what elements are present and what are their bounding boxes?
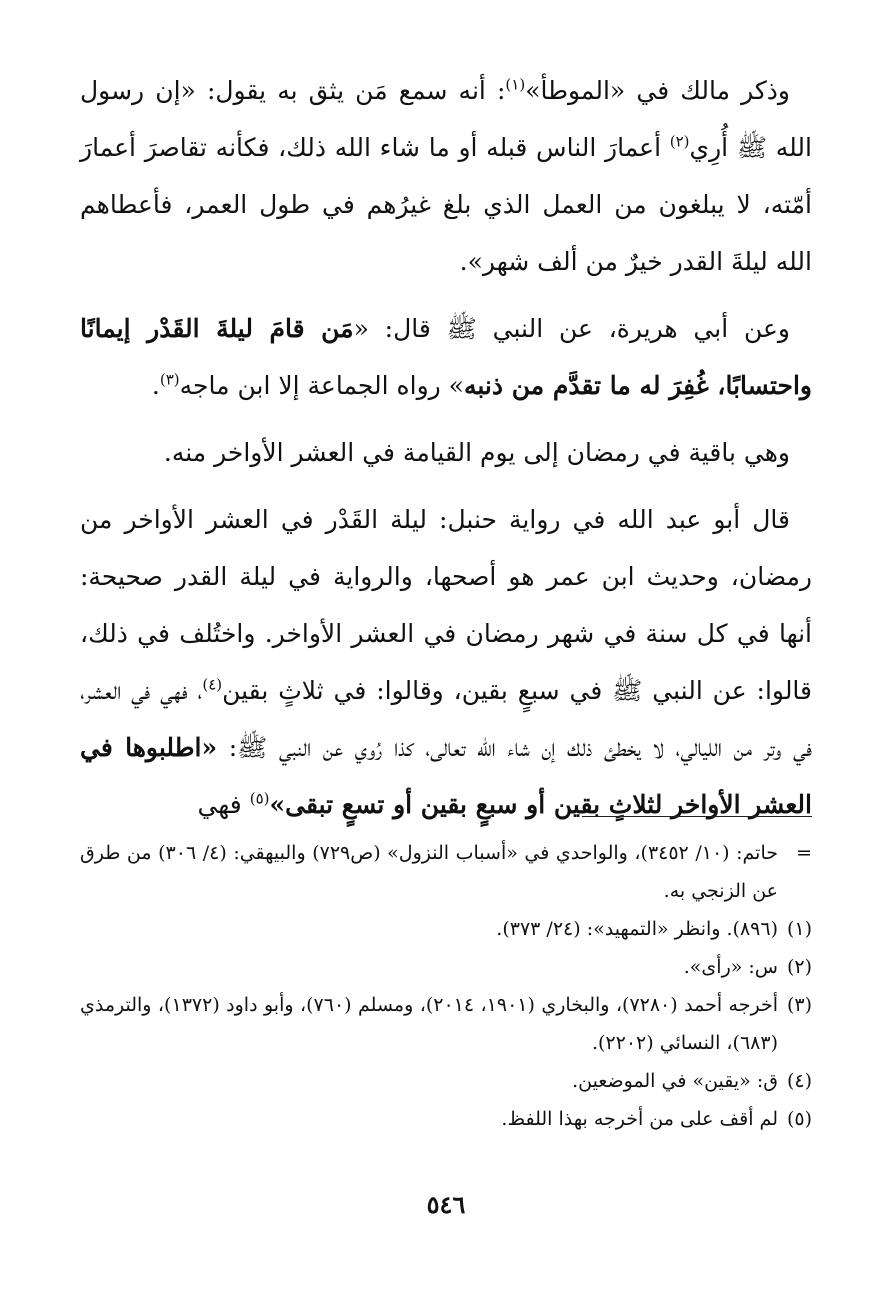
hadith-text: «اطلبوها في العشر الأواخر لثلاثٍ بقين أو سبعٍ بقين أو تسعٍ تبقى» [80, 733, 812, 819]
text-span: أعمارَ الناس قبله أو ما شاء الله ذلك، فكأنه تقاصرَ أعمارَ أمّته، لا يبلغون من العمل الذي بلغ غيرُهم في طول العمر، فأعطاهم الله ليلةَ القدر خيرٌ من ألف شهر». [80, 133, 812, 276]
footnote-number: (٣) [786, 994, 812, 1016]
paragraph-malik [80, 62, 812, 290]
text-span: وذكر مالك في «الموطأ» [525, 76, 790, 105]
paragraph-abu-hurayra [80, 300, 812, 414]
footnote-number: (٤) [786, 1070, 812, 1092]
paragraph-abu-abdullah [80, 491, 812, 833]
footnotes [80, 834, 812, 1138]
text-span: » رواه الجماعة إلا ابن ماجه [179, 371, 464, 400]
footnote-3 [80, 986, 812, 1062]
footnote-number: (١) [786, 918, 812, 940]
footnote-1 [80, 910, 812, 948]
footnote-ref-3[interactable]: (٣) [159, 370, 180, 389]
footnote-separator [582, 816, 812, 817]
footnote-text: س: «رأى». [683, 956, 778, 978]
footnote-ref-4[interactable]: (٤) [202, 675, 223, 694]
paragraph-remains: وهي باقية في رمضان إلى يوم القيامة في العشر الأواخر منه. [163, 438, 790, 467]
footnote-number: (٢) [786, 956, 812, 978]
footnote-text: (٨٩٦). وانظر «التمهيد»: (٢٤/ ٣٧٣). [496, 918, 778, 940]
footnote-text: ق: «يقين» في الموضعين. [572, 1070, 778, 1092]
text-span: ، فهي في العشر، في وتر من الليالي، لا يخطئ ذلك إن شاء الله تعالى، كذا رُوي عن النبي ﷺ: [80, 676, 812, 762]
footnote-text: حاتم: (١٠/ ٣٤٥٢)، والواحدي في «أسباب النزول» (ص٧٢٩) والبيهقي: (٤/ ٣٠٦) من طرق عن الزنجي به. [80, 842, 778, 902]
text-span: : أنه سمع مَن يثق به يقول: «إن رسول الله ﷺ أُرِي [80, 76, 812, 162]
footnote-2 [80, 948, 812, 986]
text-span: وعن أبي هريرة، عن النبي ﷺ قال: « [353, 314, 791, 343]
hadith-text: مَن قامَ ليلةَ القَدْر إيمانًا واحتسابًا، غُفِرَ له ما تقدَّم من ذنبه [80, 314, 812, 400]
footnote-ref-1[interactable]: (١) [505, 75, 526, 94]
text-span: قال أبو عبد الله في رواية حنبل: ليلة القَدْر في العشر الأواخر من رمضان، وحديث ابن عمر هو أصحها، والرواية في ليلة القدر صحيحة: أنها في كل سنة في شهر رمضان في العشر الأواخر. واختُلف في ذلك، قالوا: عن النبي ﷺ في سبعٍ بقين، وقالوا: في ثلاثٍ بقين [80, 505, 813, 705]
main-text [80, 62, 812, 843]
footnote-ref-2[interactable]: (٢) [669, 132, 690, 151]
page-number: ٥٤٦ [426, 1190, 466, 1219]
footnote-5 [80, 1100, 812, 1138]
text-span: فهي [197, 790, 250, 819]
footnote-text: أخرجه أحمد (٧٢٨٠)، والبخاري (١٩٠١، ٢٠١٤)، ومسلم (٧٦٠)، وأبو داود (١٣٧٢)، والترمذي (٦٨٣)، النسائي (٢٢٠٢). [80, 994, 778, 1054]
footnote-4 [80, 1062, 812, 1100]
footnote-number: = [796, 842, 812, 864]
footnote-text: لم أقف على من أخرجه بهذا اللفظ. [501, 1108, 778, 1130]
text-span: . [151, 371, 160, 400]
footnote-continuation [80, 834, 812, 910]
footnote-number: (٥) [786, 1108, 812, 1130]
footnote-ref-5[interactable]: (٥) [249, 789, 270, 808]
